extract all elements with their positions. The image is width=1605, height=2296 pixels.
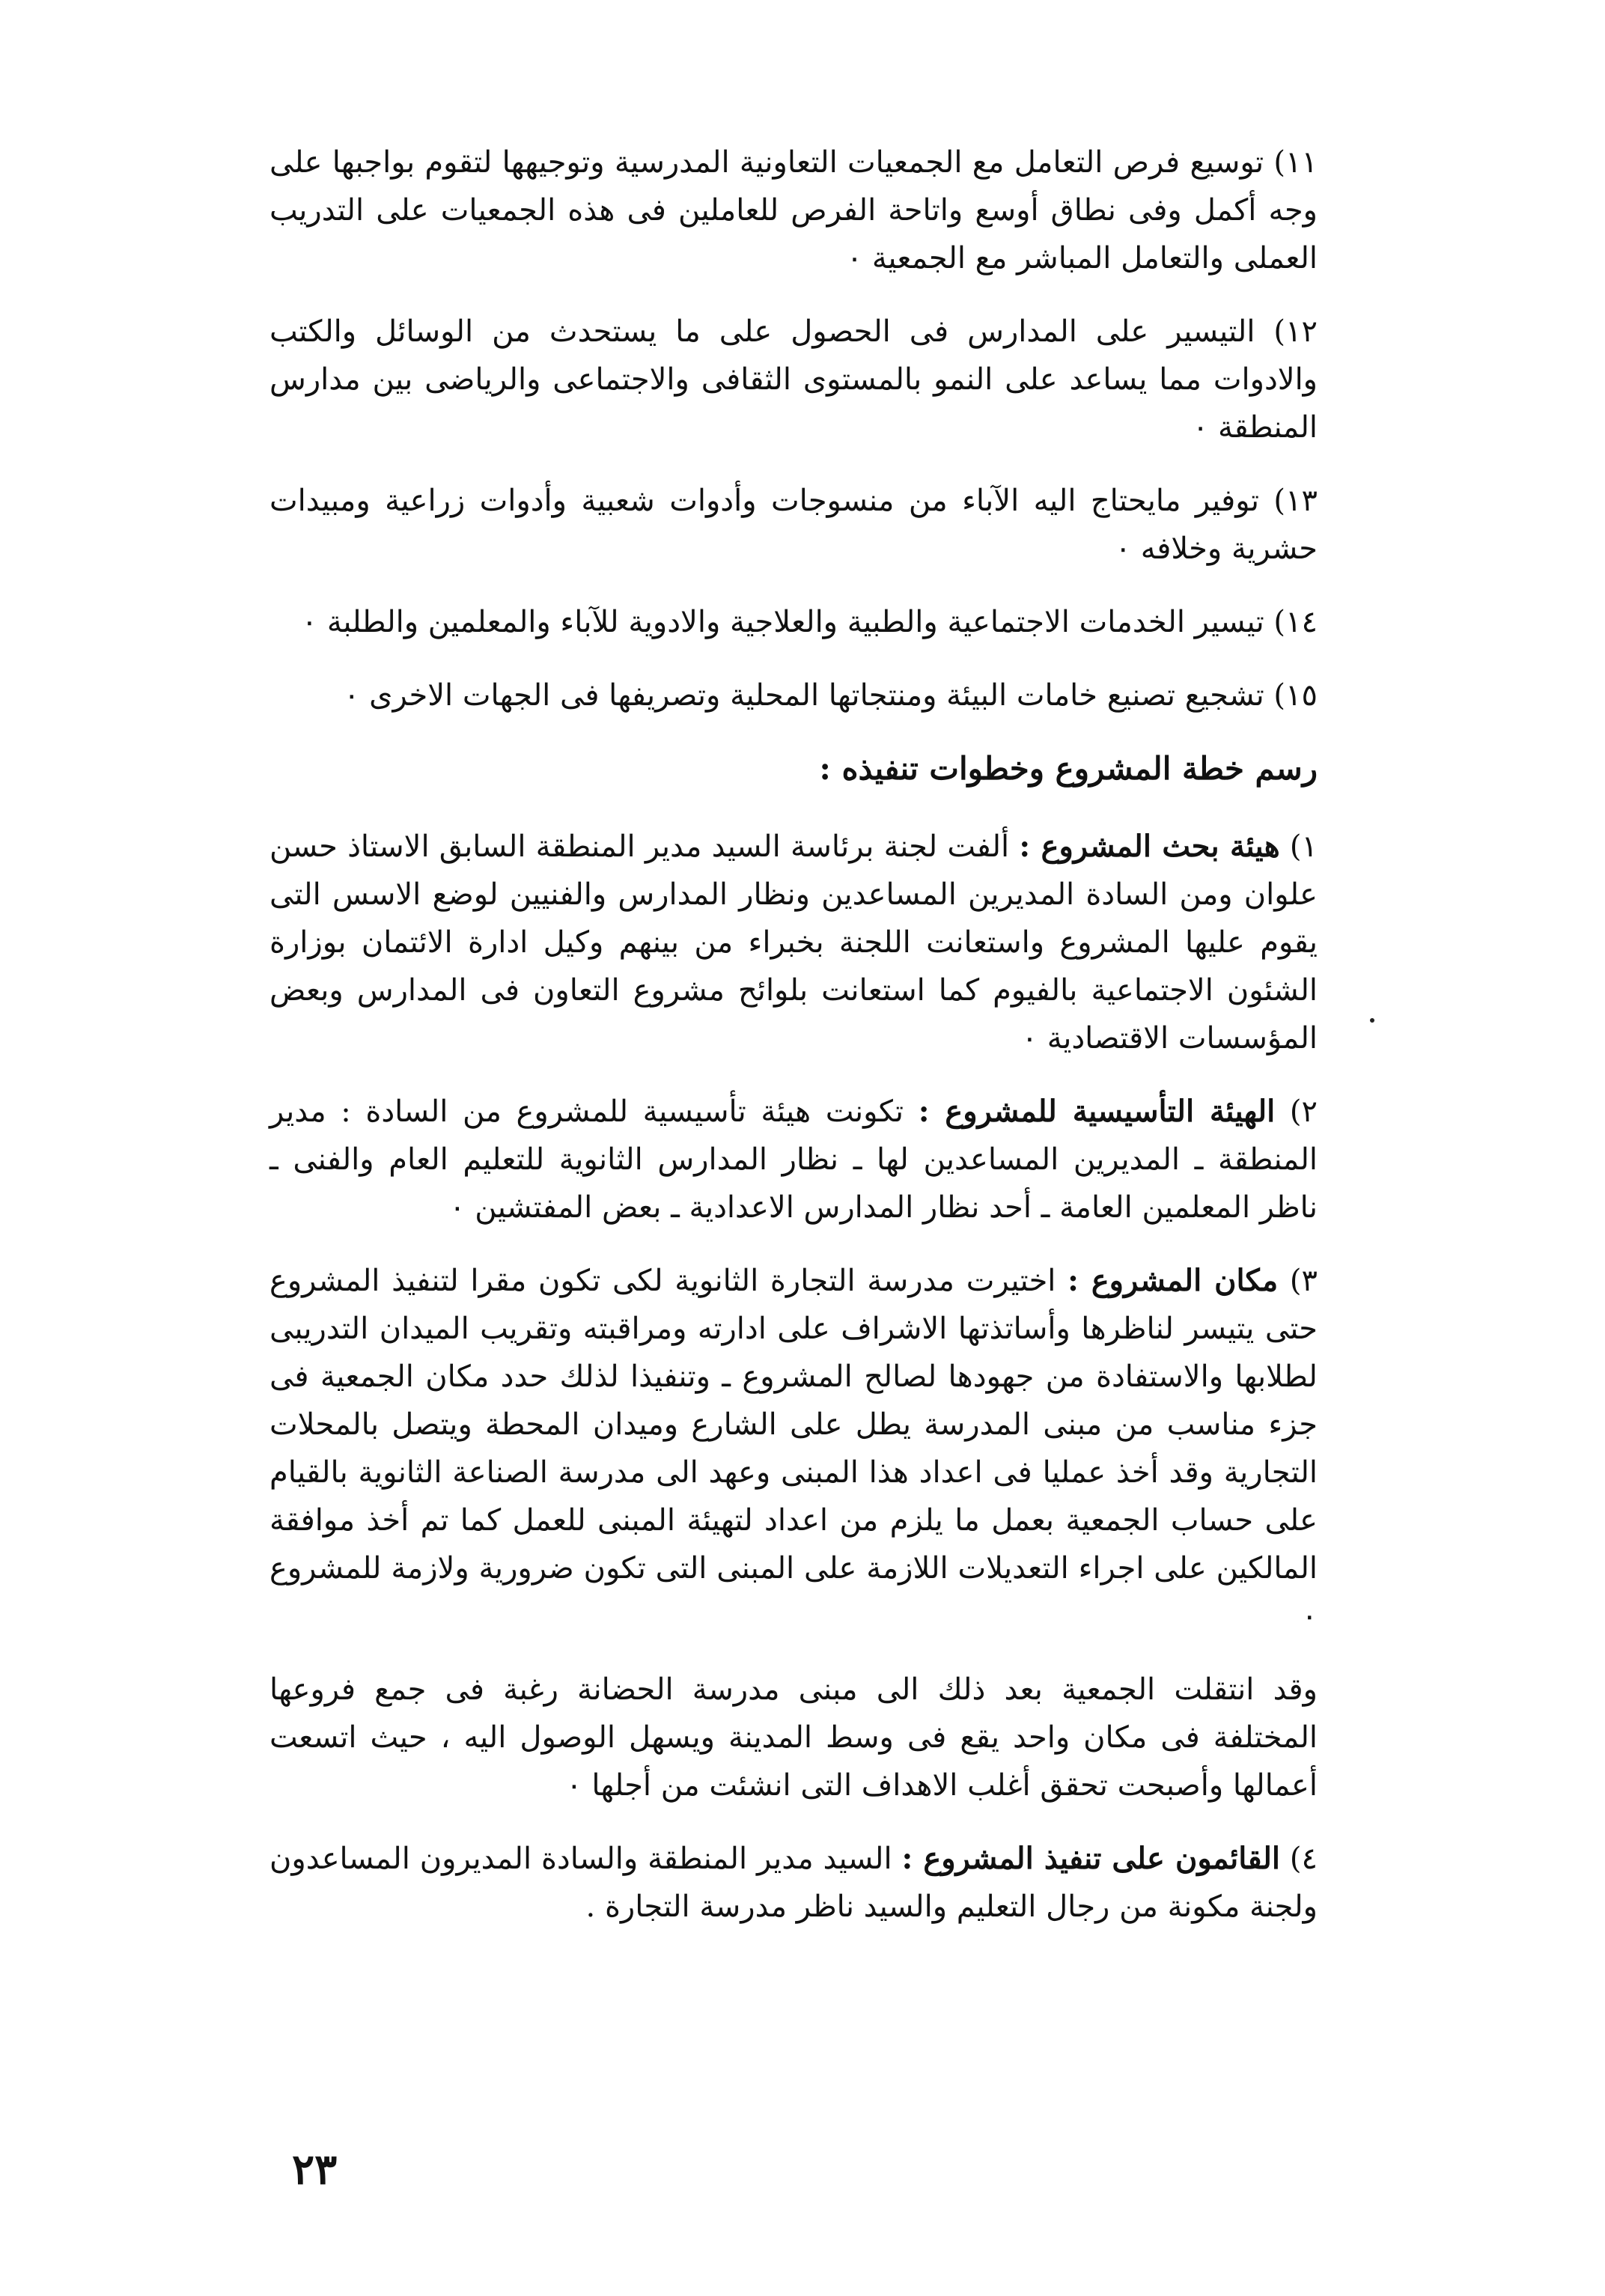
page-number: ٢٣ [292,2145,338,2194]
section-text: السيد مدير المنطقة والسادة المديرون المساعدون ولجنة مكونة من رجال التعليم والسيد ناظر مدرسة التجارة . [269,1842,1318,1924]
section-paragraph [269,823,1318,1062]
list-item: ١١) توسيع فرص التعامل مع الجمعيات التعاونية المدرسية وتوجيهها لتقوم بواجبها على وجه أكمل وفى نطاق أوسع واتاحة الفرص للعاملين فى هذه الجمعيات على التدريب العملى والتعامل المباشر مع الجمعية ٠ [269,145,1318,275]
section-text: ألفت لجنة برئاسة السيد مدير المنطقة السابق الاستاذ حسن علوان ومن السادة المديرين المساعدين ونظار المدارس والفنيين لوضع الاسس التى يقوم عليها المشروع واستعانت اللجنة بخبراء من بينهم وكيل ادارة الائتمان بوزارة الشئون الاجتماعية بالفيوم كما استعانت بلوائح مشروع التعاون فى المدارس وبعض المؤسسات الاقتصادية ٠ [269,829,1318,1056]
section-number: ٢) [1289,1094,1318,1129]
section-title: هيئة بحث المشروع : [1019,829,1280,864]
section-title: الهيئة التأسيسية للمشروع : [918,1094,1276,1129]
section-text: تكونت هيئة تأسيسية للمشروع من السادة : مدير المنطقة ـ المديرين المساعدين لها ـ نظار المدارس الثانوية للتعليم العام والفنى ـ ناظر المعلمين العامة ـ أحد نظار المدارس الاعدادية ـ بعض المفتشين ٠ [269,1094,1318,1225]
list-item: ١٣) توفير مايحتاج اليه الآباء من منسوجات وأدوات شعبية وأدوات زراعية ومبيدات حشرية وخلافه ٠ [269,484,1318,566]
page-body [269,138,1318,1956]
section-title: القائمون على تنفيذ المشروع : [901,1841,1281,1876]
section-number: ٤) [1289,1842,1318,1876]
section-number: ٣) [1289,1264,1318,1298]
section-title: مكان المشروع : [1068,1263,1279,1298]
list-item: ١٥) تشجيع تصنيع خامات البيئة ومنتجاتها المحلية وتصريفها فى الجهات الاخرى ٠ [343,678,1318,713]
section-paragraph [269,1835,1318,1931]
section-paragraph [269,1257,1318,1640]
section-number: ١) [1289,829,1318,864]
list-item: ١٢) التيسير على المدارس فى الحصول على ما يستحدث من الوسائل والكتب والادوات مما يساعد على النمو بالمستوى الثقافى والاجتماعى والرياضى بين مدارس المنطقة ٠ [269,314,1318,445]
margin-mark [1370,1018,1374,1023]
section-text: وقد انتقلت الجمعية بعد ذلك الى مبنى مدرسة الحضانة رغبة فى جمع فروعها المختلفة فى مكان واحد يقع فى وسط المدينة ويسهل الوصول اليه ، حيث اتسعت أعمالها وأصبحت تحقق أغلب الاهداف التى انشئت من أجلها ٠ [269,1672,1318,1803]
section-paragraph [269,1088,1318,1231]
section-text: اختيرت مدرسة التجارة الثانوية لكى تكون مقرا لتنفيذ المشروع حتى يتيسر لناظرها وأساتذتها الاشراف على ادارته ومراقبته وتقريب الميدان التدريبى لطلابها والاستفادة من جهودها لصالح المشروع ـ وتنفيذا لذلك حدد مكان الجمعية فى جزء مناسب من مبنى المدرسة يطل على الشارع وميدان المحطة ويتصل بالمحلات التجارية وقد أخذ عمليا فى اعداد هذا المبنى وعهد الى مدرسة الصناعة الثانوية بالقيام على حساب الجمعية بعمل ما يلزم من اعداد لتهيئة المبنى للعمل كما تم أخذ موافقة المالكين على اجراء التعديلات اللازمة على المبنى التى تكون ضرورية ولازمة للمشروع ٠ [269,1264,1318,1633]
list-item: ١٤) تيسير الخدمات الاجتماعية والطبية والعلاجية والادوية للآباء والمعلمين والطلبة ٠ [301,605,1318,639]
section-paragraph [269,1666,1318,1809]
section-heading: رسم خطة المشروع وخطوات تنفيذه : [819,750,1318,787]
